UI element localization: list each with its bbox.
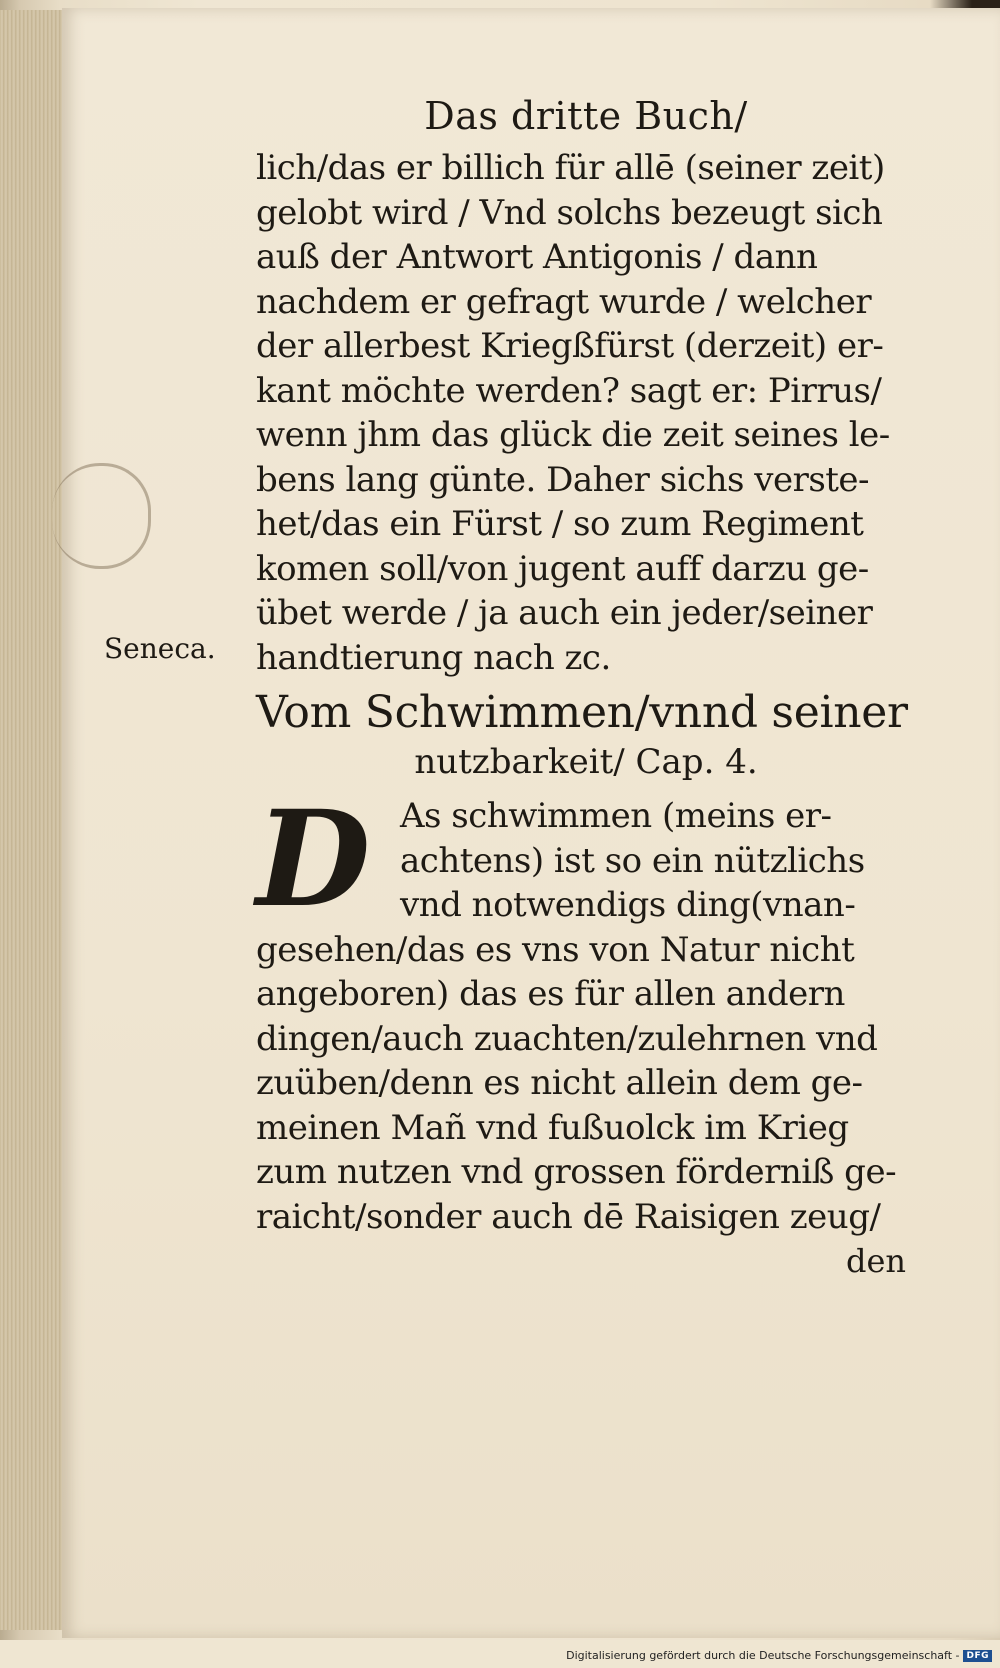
footer-text: Digitalisierung gefördert durch die Deutsche Forschungsgemeinschaft - (566, 1649, 960, 1662)
text-line: auß der Antwort Antigonis / dann (256, 237, 818, 277)
dfg-logo: DFG (963, 1650, 992, 1662)
text-line: der allerbest Kriegßfürst (derzeit) er- (256, 326, 884, 366)
chapter-title: Vom Schwimmen/vnnd seiner (256, 687, 908, 738)
text-line: angeboren) das es für allen andern (256, 974, 845, 1014)
text-line: As schwimmen (meins er- (400, 796, 832, 836)
text-line: kant möchte werden? sagt er: Pirrus/ (256, 370, 882, 411)
text-line: gelobt wird / Vnd solchs bezeugt sich (256, 192, 883, 233)
marginal-note: Seneca. (104, 632, 216, 665)
clip-mark (52, 463, 151, 569)
chapter-subtitle: nutzbarkeit/ Cap. 4. (414, 742, 758, 782)
text-block (256, 94, 916, 1283)
text-line: het/das ein Fürst / so zum Regiment (256, 504, 864, 544)
text-line: komen soll/von jugent auff darzu ge- (256, 548, 869, 589)
text-line: vnd notwendigs ding(vnan- (400, 885, 856, 925)
footer-strip (0, 1640, 1000, 1668)
section-1 (256, 146, 916, 680)
page-edges (0, 10, 63, 1630)
text-line: übet werde / ja auch ein jeder/seiner (256, 593, 873, 633)
text-line: nachdem er gefragt wurde / welcher (256, 281, 872, 322)
text-line: meinen Mañ vnd fußuolck im Krieg (256, 1107, 849, 1148)
text-line: zuüben/denn es nicht allein dem ge- (256, 1063, 863, 1103)
footer (566, 1649, 992, 1662)
text-line: raicht/sonder auch dē Raisigen zeug/ (256, 1196, 881, 1237)
text-line: gesehen/das es vns von Natur nicht (256, 929, 855, 970)
drop-cap: D (256, 782, 371, 937)
text-line: zum nutzen vnd grossen förderniß ge- (256, 1152, 897, 1192)
text-line: bens lang günte. Daher sichs verste- (256, 459, 870, 500)
text-line: dingen/auch zuachten/zulehrnen vnd (256, 1018, 878, 1059)
text-line: handtierung nach zc. (256, 637, 611, 678)
text-line: lich/das er billich für allē (seiner zeit) (256, 148, 885, 188)
text-line: achtens) ist so ein nützlichs (400, 840, 865, 881)
catchword: den (845, 1242, 906, 1280)
text-line: wenn jhm das glück die zeit seines le- (256, 415, 890, 455)
chapter-body (256, 782, 916, 1283)
running-title: Das dritte Buch/ (424, 94, 748, 138)
